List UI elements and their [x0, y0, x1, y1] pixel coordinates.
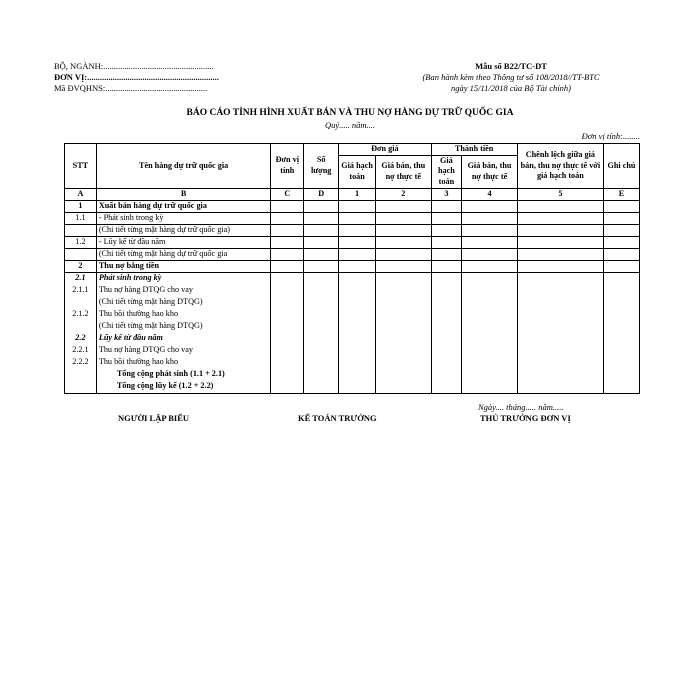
unit-line: ĐƠN VỊ:..............................................................	[54, 72, 219, 82]
chief-accountant-signature: KẾ TOÁN TRƯỞNG	[298, 413, 377, 423]
row-name: Thu bồi thường hao kho	[98, 308, 179, 318]
table-row	[65, 200, 640, 212]
table-row	[65, 212, 640, 224]
row-name: Thu nợ hàng DTQG cho vay	[98, 284, 193, 294]
report-table	[64, 143, 640, 394]
row-stt: 2.1.1	[72, 284, 89, 294]
row-name: Tổng cộng phát sinh (1.1 + 2.1)	[116, 368, 225, 378]
column-label-row	[65, 188, 640, 200]
row-name: Xuất bán hàng dự trữ quốc gia	[96, 200, 271, 212]
col-label: 5	[517, 188, 603, 200]
col-unit-price: Đơn giá	[339, 144, 431, 156]
header-right	[400, 61, 622, 94]
table-row	[65, 248, 640, 260]
ministry-line: BỘ, NGÀNH:....................................................	[54, 61, 214, 71]
row-name: Phát sinh trong kỳ	[98, 272, 162, 282]
preparer-signature: NGƯỜI LẬP BIỂU	[118, 413, 190, 423]
row-stt: 2.1.2	[72, 308, 89, 318]
issued-date: ngày 15/11/2018 của Bộ Tài chính)	[450, 83, 571, 93]
table-row	[65, 236, 640, 248]
col-label: E	[604, 188, 640, 200]
issued-by: (Ban hành kèm theo Thông tư số 108/2018//TT-BTC	[422, 72, 600, 82]
section2-name-column	[96, 272, 271, 393]
col-amount-book: Giá hạch toán	[431, 155, 462, 188]
report-title: BÁO CÁO TÌNH HÌNH XUẤT BÁN VÀ THU NỢ HÀNG DỰ TRỮ QUỐC GIA	[186, 108, 514, 118]
form-number: Mẫu số B22/TC-DT	[475, 61, 547, 71]
col-label: A	[65, 188, 97, 200]
signature-date: Ngày.... tháng..... năm.....	[478, 402, 564, 412]
section2-block	[65, 272, 640, 393]
row-stt: 2	[65, 260, 97, 272]
row-stt	[65, 248, 97, 260]
unit-label: Đơn vị tính:........	[581, 131, 640, 141]
row-stt	[67, 381, 94, 393]
row-name: (Chi tiết từng mặt hàng DTQG)	[98, 296, 203, 306]
row-stt: 1.2	[65, 236, 97, 248]
col-stt: STT	[65, 144, 97, 189]
row-stt	[67, 369, 94, 381]
col-unit-price-book: Giá hạch toán	[339, 155, 376, 188]
row-name: Thu nợ bằng tiền	[96, 260, 271, 272]
col-qty: Số lượng	[304, 144, 339, 189]
row-name: Tổng cộng lũy kế (1.2 + 2.2)	[116, 380, 214, 390]
col-uom: Đơn vị tính	[271, 144, 304, 189]
table-row	[65, 260, 640, 272]
row-name: (Chi tiết từng mặt hàng dự trữ quốc gia	[96, 248, 271, 260]
budget-code-line: Mã ĐVQHNS:................................................	[54, 83, 208, 93]
row-stt: 1.1	[65, 212, 97, 224]
row-name: - Lũy kế từ đầu năm	[96, 236, 271, 248]
row-stt: 2.1	[75, 272, 86, 282]
table-row	[65, 224, 640, 236]
row-name: (Chi tiết từng mặt hàng DTQG)	[98, 320, 203, 330]
row-name: Lũy kế từ đầu năm	[98, 332, 163, 342]
row-stt: 2.2	[75, 332, 86, 342]
header-left	[54, 61, 219, 94]
row-name: Thu bồi thường hao kho	[98, 356, 179, 366]
col-label: B	[96, 188, 271, 200]
col-label: 3	[431, 188, 462, 200]
row-name: Thu nợ hàng DTQG cho vay	[98, 344, 193, 354]
col-label: 4	[462, 188, 517, 200]
row-name: (Chi tiết từng mặt hàng dự trữ quốc gia)	[96, 224, 271, 236]
head-signature: THỦ TRƯỞNG ĐƠN VỊ	[480, 413, 571, 423]
row-stt: 1	[65, 200, 97, 212]
row-stt	[65, 224, 97, 236]
report-quarter: Quý..... năm....	[324, 120, 376, 130]
section2-stt-column	[65, 272, 97, 393]
col-amount: Thành tiền	[431, 144, 517, 156]
row-name: - Phát sinh trong kỳ	[96, 212, 271, 224]
row-stt: 2.2.2	[72, 356, 89, 366]
col-note: Ghi chú	[604, 144, 640, 189]
col-amount-sale: Giá bán, thu nợ thực tế	[462, 155, 517, 188]
col-label: D	[304, 188, 339, 200]
col-name: Tên hàng dự trữ quốc gia	[96, 144, 271, 189]
row-stt	[67, 321, 94, 333]
row-stt: 2.2.1	[72, 344, 89, 354]
col-diff: Chênh lệch giữa giá bán, thu nợ thực tế với giá hạch toán	[517, 144, 603, 189]
col-unit-price-sale: Giá bán, thu nợ thực tế	[376, 155, 431, 188]
col-label: 1	[339, 188, 376, 200]
row-stt	[67, 297, 94, 309]
col-label: C	[271, 188, 304, 200]
col-label: 2	[376, 188, 431, 200]
